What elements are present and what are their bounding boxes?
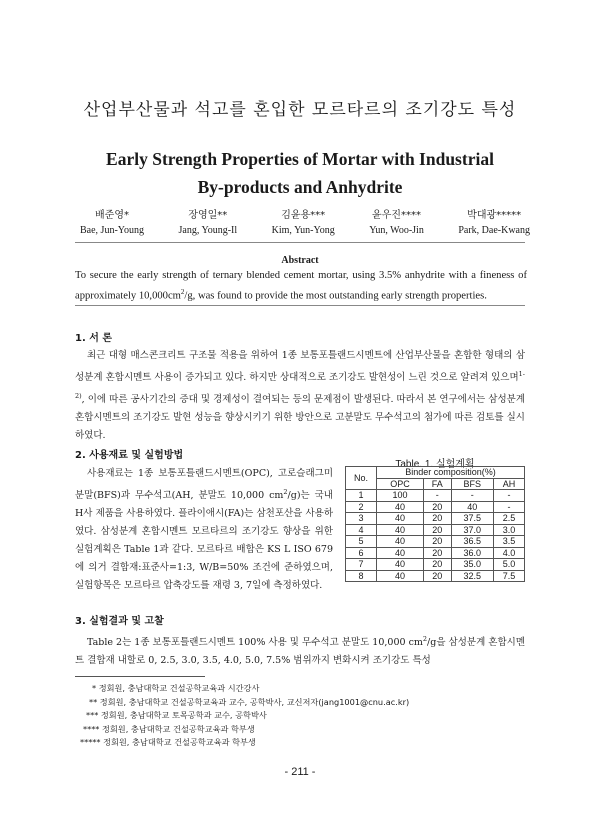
table-cell: 40 [377, 559, 424, 571]
author [80, 208, 144, 238]
table-header-cell: AH [493, 478, 524, 490]
table-cell: 1 [346, 490, 377, 502]
english-title-line-1: Early Strength Properties of Mortar with Industrial [106, 149, 494, 169]
footnote: ***** 정회원, 충남대학교 건설공학교육과 학부생 [80, 737, 256, 747]
table-cell: 36.5 [451, 536, 493, 548]
table-cell: 37.5 [451, 513, 493, 525]
section-2-text-part-2: /g)는 국내 H사 제품을 사용하였다. 플라이애시(FA)는 삼천포산을 사용하였다. 삼성분계 혼합시멘트 모르타르의 조기강도 향상을 위한 실험계획은 Table 1과 같다. 모르타르 배합은 KS L ISO 679에 의거 결합재:표준사=1:3, W/B=50% 조건에 준하였으며, 실험항목은 모르타르 압축강도를 재령 3, 7일에 측정하였다. [75, 490, 333, 592]
table-cell: - [493, 490, 524, 502]
table-cell: 2 [346, 501, 377, 513]
section-2-text-part-1: 사용재료는 1종 보통포틀랜드시멘트(OPC), 고로슬래그미분말(BFS)과 무수석고(AH, 분말도 10,000 cm [75, 468, 333, 502]
section-1-text-part-2: , 이에 따른 공사기간의 증대 및 경제성이 결여되는 등의 문제점이 발생된다. 따라서 본 연구에서는 삼성분계 혼합시멘트의 조기강도 발현 성능을 향상시키기 위한 방안으로 고분말도 무수석고의 첨가에 따른 검토를 실시하였다. [75, 394, 525, 442]
table-cell: 40 [377, 547, 424, 559]
table-row [346, 547, 525, 559]
table-cell: 3 [346, 513, 377, 525]
abstract-body [75, 268, 527, 305]
table-cell: 40 [377, 501, 424, 513]
abstract-superscript: 2 [180, 288, 185, 296]
footnote: ** 정회원, 충남대학교 건설공학교육과 교수, 공학박사, 교신저자(jang1001@cnu.ac.kr) [89, 696, 410, 707]
english-title-line-2: By-products and Anhydrite [197, 177, 403, 197]
table-cell: 36.0 [451, 547, 493, 559]
table-cell: 20 [424, 501, 452, 513]
author [272, 208, 335, 238]
table-cell: - [493, 501, 524, 513]
section-2-paragraph [75, 465, 333, 595]
table-cell: 32.5 [451, 570, 493, 582]
abstract-text-part-1: To secure the early strength of ternary blended cement mortar, using 3.5% anhydrite with a fineness of approximately 10,000cm [75, 270, 527, 302]
footnotes [80, 682, 520, 750]
author-name-ko: 장영일** [188, 210, 228, 221]
abstract-text-part-2: /g, was found to provide the most outstanding early strength properties. [184, 290, 487, 302]
author-name-ko: 배준영* [95, 210, 129, 221]
table-cell: 5.0 [493, 559, 524, 571]
author [458, 208, 530, 238]
table-cell: 35.0 [451, 559, 493, 571]
author-name-en: Bae, Jun-Young [80, 225, 144, 236]
abstract-heading: Abstract [281, 255, 319, 266]
author-list [80, 208, 530, 238]
table-cell: 40 [377, 513, 424, 525]
table-row [346, 536, 525, 548]
table-cell: 8 [346, 570, 377, 582]
table-cell: 20 [424, 570, 452, 582]
section-1-paragraph [75, 347, 525, 445]
author [179, 208, 238, 238]
table-cell: 2.5 [493, 513, 524, 525]
table-row [346, 570, 525, 582]
table-cell: 20 [424, 547, 452, 559]
unit-superscript: 2 [422, 635, 428, 643]
section-1-text-part-1: 최근 대형 매스콘크리트 구조물 적용을 위하여 1종 보통포틀랜드시멘트에 산업부산물을 혼합한 형태의 삼성분계 혼합시멘트 사용이 증가되고 있다. 하지만 상대적으로 조기강도 발현성이 느린 것으로 알려져 있으며 [75, 350, 525, 384]
footnote: *** 정회원, 충남대학교 토목공학과 교수, 공학박사 [86, 710, 267, 720]
table-header-no: No. [346, 467, 377, 490]
table-row [346, 501, 525, 513]
footnote-rule [75, 676, 205, 677]
table-cell: 5 [346, 536, 377, 548]
english-title [0, 145, 600, 201]
korean-title: 산업부산물과 석고를 혼입한 모르타르의 조기강도 특성 [83, 100, 517, 120]
author-name-en: Jang, Young-Il [178, 225, 238, 236]
table-cell: 20 [424, 524, 452, 536]
citation-superscript: 1-2) [75, 370, 525, 401]
section-2-heading: 2. 사용재료 및 실험방법 [75, 450, 184, 461]
table-row [346, 559, 525, 571]
footnote: **** 정회원, 충남대학교 건설공학교육과 학부생 [83, 723, 255, 734]
author [369, 208, 424, 238]
table-cell: 40 [377, 570, 424, 582]
unit-superscript: 2 [283, 488, 288, 496]
table-cell: 3.5 [493, 536, 524, 548]
footnote: * 정회원, 충남대학교 건설공학교육과 시간강사 [92, 683, 260, 693]
table-cell: 7 [346, 559, 377, 571]
table-cell: 4.0 [493, 547, 524, 559]
table-row [346, 524, 525, 536]
table-cell: 20 [424, 559, 452, 571]
table-cell: 3.0 [493, 524, 524, 536]
author-name-en: Kim, Yun-Yong [271, 225, 335, 236]
header-divider [75, 242, 525, 243]
table-cell: - [451, 490, 493, 502]
table-header-cell: BFS [451, 478, 493, 490]
section-3-text-part-1: Table 2는 1종 보통포틀랜드시멘트 100% 사용 및 무수석고 분말도 10,000 cm [87, 637, 423, 649]
table-cell: 7.5 [493, 570, 524, 582]
section-3-heading: 3. 실험결과 및 고찰 [75, 616, 164, 627]
section-3-text-part-2: /g을 삼성분계 혼합시멘트 결합재 내할로 0, 2.5, 3.0, 3.5, 4.0, 5.0, 7.5% 범위까지 변화시켜 조기강도 특성 [75, 637, 525, 667]
table-header-row [346, 467, 525, 479]
author-name-ko: 박대광***** [467, 210, 522, 221]
experiment-plan-table [345, 466, 525, 582]
author-name-en: Yun, Woo-Jin [369, 225, 424, 236]
author-name-ko: 윤우진**** [372, 210, 422, 221]
table-cell: 40 [377, 536, 424, 548]
author-name-en: Park, Dae-Kwang [458, 225, 530, 236]
table-cell: 6 [346, 547, 377, 559]
table-body [346, 490, 525, 582]
table-caption: Table. 1. 실험계획 [395, 459, 475, 470]
table-cell: 37.0 [451, 524, 493, 536]
table-header-cell: FA [424, 478, 452, 490]
table-cell: 20 [424, 536, 452, 548]
table-cell: 4 [346, 524, 377, 536]
table-cell: 40 [377, 524, 424, 536]
table-cell: 100 [377, 490, 424, 502]
table-row [346, 513, 525, 525]
abstract-divider [75, 305, 525, 306]
section-3-paragraph [75, 630, 525, 670]
table-header-group: Binder composition(%) [377, 467, 525, 479]
section-1-heading: 1. 서 론 [75, 333, 113, 344]
table-row [346, 490, 525, 502]
table-cell: 20 [424, 513, 452, 525]
author-name-ko: 김윤용*** [281, 210, 326, 221]
table-header-cell: OPC [377, 478, 424, 490]
table-cell: - [424, 490, 452, 502]
page-number: - 211 - [284, 766, 316, 778]
table-cell: 40 [451, 501, 493, 513]
